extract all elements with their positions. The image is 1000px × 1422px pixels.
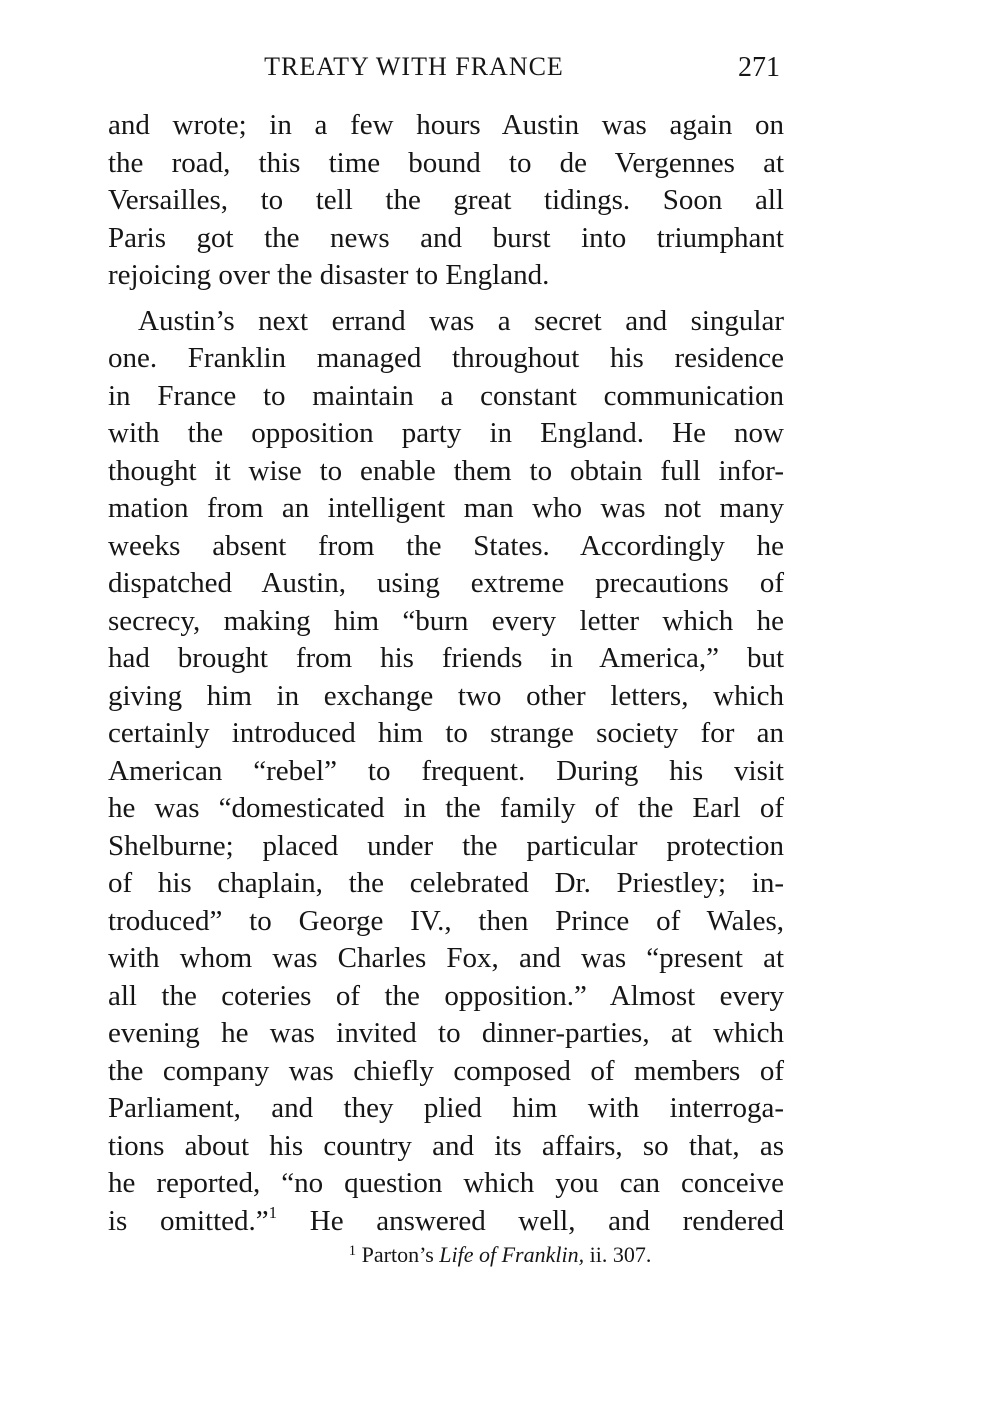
text-line: weeks absent from the States. Accordingly he <box>108 529 784 562</box>
text-line: of his chaplain, the celebrated Dr. Priestley; in- <box>108 867 784 899</box>
text-line: Paris got the news and burst into triumphant <box>108 221 784 254</box>
text-segment: He answered well, and rendered <box>309 1204 784 1237</box>
text-line: American “rebel” to frequent. During his visit <box>108 754 784 787</box>
paragraph-1 <box>108 107 784 295</box>
body-text <box>108 107 784 1240</box>
text-line: troduced” to George IV., then Prince of Wales, <box>108 904 784 937</box>
text-line: giving him in exchange two other letters, which <box>108 679 784 712</box>
text-line: with the opposition party in England. He now <box>108 417 784 449</box>
text-line: had brought from his friends in America,” but <box>108 642 784 674</box>
footnote-title: Life of Franklin, <box>439 1242 585 1267</box>
footnote <box>0 1240 1000 1270</box>
text-line: Versailles, to tell the great tidings. Soon all <box>108 184 784 216</box>
text-line: evening he was invited to dinner-parties, at which <box>108 1017 784 1049</box>
text-line: and wrote; in a few hours Austin was again on <box>108 109 784 141</box>
text-line: one. Franklin managed throughout his residence <box>108 342 784 374</box>
text-line-final <box>108 1203 784 1241</box>
page-number: 271 <box>738 52 780 83</box>
text-line: the road, this time bound to de Vergennes at <box>108 146 784 179</box>
text-line: Shelburne; placed under the particular protection <box>108 829 784 862</box>
text-line: with whom was Charles Fox, and was “present at <box>108 942 784 974</box>
footnote-marker: 1 <box>348 1243 357 1259</box>
text-line: the company was chiefly composed of members of <box>108 1054 784 1087</box>
text-line: rejoicing over the disaster to England. <box>108 259 550 291</box>
text-segment: is omitted.” <box>108 1204 269 1237</box>
text-line: in France to maintain a constant communication <box>108 379 784 412</box>
text-line: thought it wise to enable them to obtain full infor- <box>108 454 784 487</box>
footnote-reference: 1 <box>268 1202 278 1222</box>
text-line: all the coteries of the opposition.” Almost every <box>108 979 784 1012</box>
text-line: secrecy, making him “burn every letter which he <box>108 604 784 637</box>
text-line: Parliament, and they plied him with interroga- <box>108 1092 784 1124</box>
footnote-author: Parton’s <box>361 1242 434 1267</box>
paragraph-2 <box>108 303 784 1241</box>
footnote-citation: ii. 307. <box>589 1242 652 1267</box>
text-line: he was “domesticated in the family of the Earl of <box>108 792 784 824</box>
text-line: Austin’s next errand was a secret and singular <box>138 304 784 337</box>
text-line: he reported, “no question which you can conceive <box>108 1167 784 1199</box>
running-title: TREATY WITH FRANCE <box>264 52 564 81</box>
text-line: tions about his country and its affairs, so that, as <box>108 1129 784 1162</box>
text-line: dispatched Austin, using extreme precautions of <box>108 567 784 599</box>
text-line: mation from an intelligent man who was not many <box>108 492 784 524</box>
running-head <box>108 52 780 92</box>
text-line: certainly introduced him to strange society for an <box>108 717 784 749</box>
